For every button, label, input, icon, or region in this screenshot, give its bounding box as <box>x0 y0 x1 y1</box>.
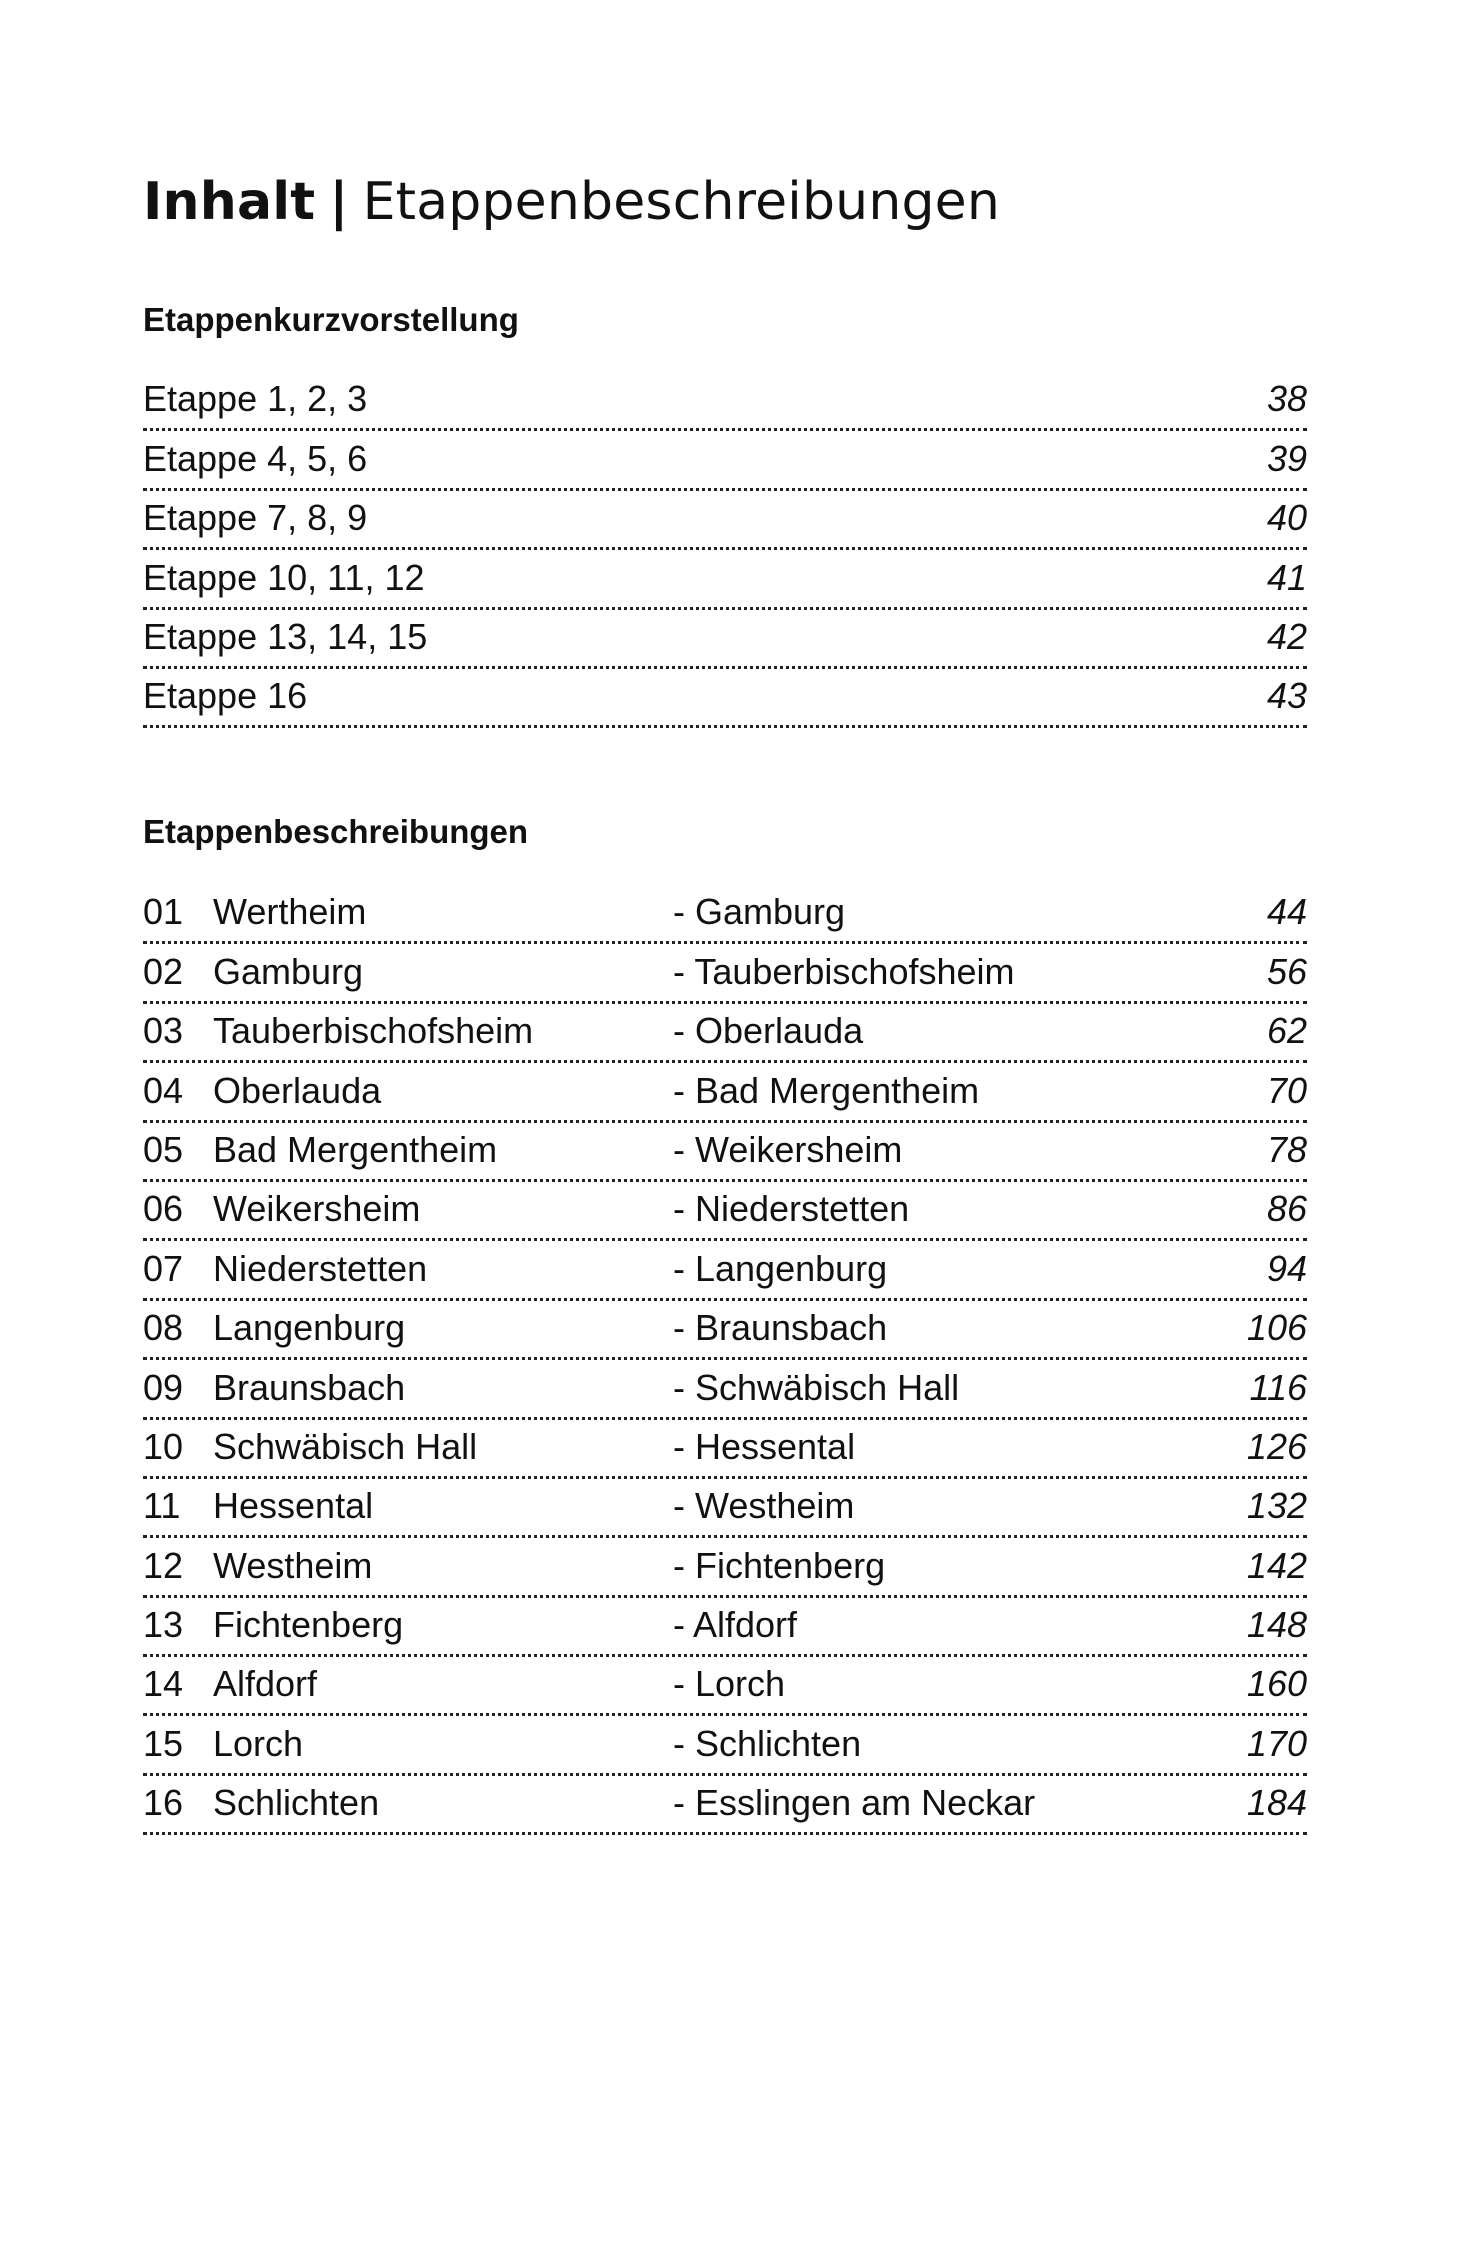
toc-row[interactable] <box>143 1538 1307 1597</box>
toc-row-from: Hessental <box>213 1485 374 1527</box>
toc-row-number: 12 <box>143 1544 184 1586</box>
toc-row-number: 11 <box>143 1485 181 1527</box>
toc-row-number: 04 <box>143 1069 184 1111</box>
toc-row-to: - Braunsbach <box>673 1307 888 1349</box>
toc-row[interactable] <box>143 1123 1307 1182</box>
toc-row-number: 07 <box>143 1247 184 1289</box>
toc-row-number: 09 <box>143 1366 184 1408</box>
toc-row-to: - Bad Mergentheim <box>673 1069 980 1111</box>
toc-row-label: Etappe 16 <box>143 675 308 717</box>
toc-row-page: 44 <box>1266 891 1307 933</box>
toc-row-from: Gamburg <box>213 950 364 992</box>
toc-row-number: 13 <box>143 1604 184 1646</box>
toc-row[interactable] <box>143 669 1307 728</box>
toc-row-to: - Niederstetten <box>673 1188 910 1230</box>
toc-row-to: - Tauberbischofsheim <box>673 950 1015 992</box>
toc-row-page: 94 <box>1266 1247 1307 1289</box>
toc-row-page: 132 <box>1246 1485 1307 1527</box>
toc-row-page: 86 <box>1266 1188 1307 1230</box>
title-strong: Inhalt <box>143 172 316 232</box>
toc-row-number: 14 <box>143 1663 184 1705</box>
title-separator: | <box>329 172 349 232</box>
toc-row-number: 15 <box>143 1722 184 1764</box>
toc-row[interactable] <box>143 1360 1307 1419</box>
toc-row-number: 03 <box>143 1010 184 1052</box>
toc-row-page: 39 <box>1266 437 1307 479</box>
toc-row-to: - Schwäbisch Hall <box>673 1366 960 1408</box>
toc-row[interactable] <box>143 372 1307 431</box>
toc-row-to: - Gamburg <box>673 891 846 933</box>
toc-row-page: 43 <box>1266 675 1307 717</box>
toc-row-number: 01 <box>143 891 184 933</box>
toc-row-from: Alfdorf <box>213 1663 318 1705</box>
toc-row-to: - Weikersheim <box>673 1128 903 1170</box>
toc-row-page: 70 <box>1266 1069 1307 1111</box>
toc-row[interactable] <box>143 1241 1307 1300</box>
toc-row[interactable] <box>143 1657 1307 1716</box>
toc-row-from: Schwäbisch Hall <box>213 1425 478 1467</box>
toc-row-from: Weikersheim <box>213 1188 421 1230</box>
toc-row-to: - Westheim <box>673 1485 855 1527</box>
toc-row[interactable] <box>143 431 1307 490</box>
toc-row-page: 116 <box>1249 1366 1307 1408</box>
toc-row-page: 42 <box>1266 615 1307 657</box>
toc-row-to: - Alfdorf <box>673 1604 798 1646</box>
toc-row[interactable] <box>143 1182 1307 1241</box>
toc-row-from: Braunsbach <box>213 1366 406 1408</box>
toc-row-page: 62 <box>1266 1010 1307 1052</box>
toc-row-to: - Esslingen am Neckar <box>673 1782 1036 1824</box>
toc-row-page: 148 <box>1246 1604 1307 1646</box>
toc-row[interactable] <box>143 1479 1307 1538</box>
toc-row-page: 142 <box>1246 1544 1307 1586</box>
toc-row-to: - Oberlauda <box>673 1010 864 1052</box>
toc-row-page: 184 <box>1246 1782 1307 1824</box>
toc-row-page: 56 <box>1266 950 1307 992</box>
toc-row[interactable] <box>143 1776 1307 1835</box>
toc-row-from: Lorch <box>213 1722 304 1764</box>
desc-toc-list <box>143 885 1307 1835</box>
short-section-heading: Etappenkurzvorstellung <box>143 301 519 338</box>
toc-row-from: Westheim <box>213 1544 373 1586</box>
toc-row-to: - Lorch <box>673 1663 786 1705</box>
toc-row-from: Fichtenberg <box>213 1604 404 1646</box>
toc-row-number: 16 <box>143 1782 184 1824</box>
toc-row[interactable] <box>143 491 1307 550</box>
toc-row-number: 02 <box>143 950 184 992</box>
toc-row[interactable] <box>143 1716 1307 1775</box>
toc-row-to: - Schlichten <box>673 1722 862 1764</box>
toc-row[interactable] <box>143 944 1307 1003</box>
toc-row-page: 41 <box>1266 556 1307 598</box>
short-toc-list <box>143 372 1307 728</box>
toc-row[interactable] <box>143 1301 1307 1360</box>
toc-row-from: Tauberbischofsheim <box>213 1010 534 1052</box>
toc-row[interactable] <box>143 610 1307 669</box>
toc-row-to: - Fichtenberg <box>673 1544 886 1586</box>
toc-page <box>143 0 1307 2244</box>
toc-row-label: Etappe 1, 2, 3 <box>143 378 368 420</box>
toc-row[interactable] <box>143 550 1307 609</box>
toc-row-from: Schlichten <box>213 1782 380 1824</box>
toc-row-number: 08 <box>143 1307 184 1349</box>
toc-row-number: 05 <box>143 1128 184 1170</box>
toc-row-label: Etappe 7, 8, 9 <box>143 497 368 539</box>
toc-row-label: Etappe 13, 14, 15 <box>143 615 428 657</box>
toc-row-number: 10 <box>143 1425 184 1467</box>
toc-row-page: 38 <box>1266 378 1307 420</box>
toc-row-from: Niederstetten <box>213 1247 428 1289</box>
toc-row[interactable] <box>143 1420 1307 1479</box>
toc-row-page: 160 <box>1246 1663 1307 1705</box>
toc-row-page: 40 <box>1266 497 1307 539</box>
toc-row[interactable] <box>143 1004 1307 1063</box>
toc-row-from: Wertheim <box>213 891 367 933</box>
page-title <box>143 166 1000 238</box>
toc-row-label: Etappe 10, 11, 12 <box>143 556 425 598</box>
title-rest: Etappenbeschreibungen <box>362 172 1001 232</box>
toc-row-to: - Hessental <box>673 1425 856 1467</box>
desc-section-heading: Etappenbeschreibungen <box>143 813 529 850</box>
toc-row-label: Etappe 4, 5, 6 <box>143 437 368 479</box>
toc-row-to: - Langenburg <box>673 1247 888 1289</box>
toc-row-page: 126 <box>1246 1425 1307 1467</box>
toc-row-from: Bad Mergentheim <box>213 1128 498 1170</box>
toc-row-page: 78 <box>1266 1128 1307 1170</box>
toc-row-from: Oberlauda <box>213 1069 382 1111</box>
toc-row[interactable] <box>143 885 1307 944</box>
toc-row[interactable] <box>143 1063 1307 1122</box>
toc-row-number: 06 <box>143 1188 184 1230</box>
toc-row-page: 170 <box>1246 1722 1307 1764</box>
toc-row-page: 106 <box>1246 1307 1307 1349</box>
toc-row[interactable] <box>143 1598 1307 1657</box>
toc-row-from: Langenburg <box>213 1307 406 1349</box>
